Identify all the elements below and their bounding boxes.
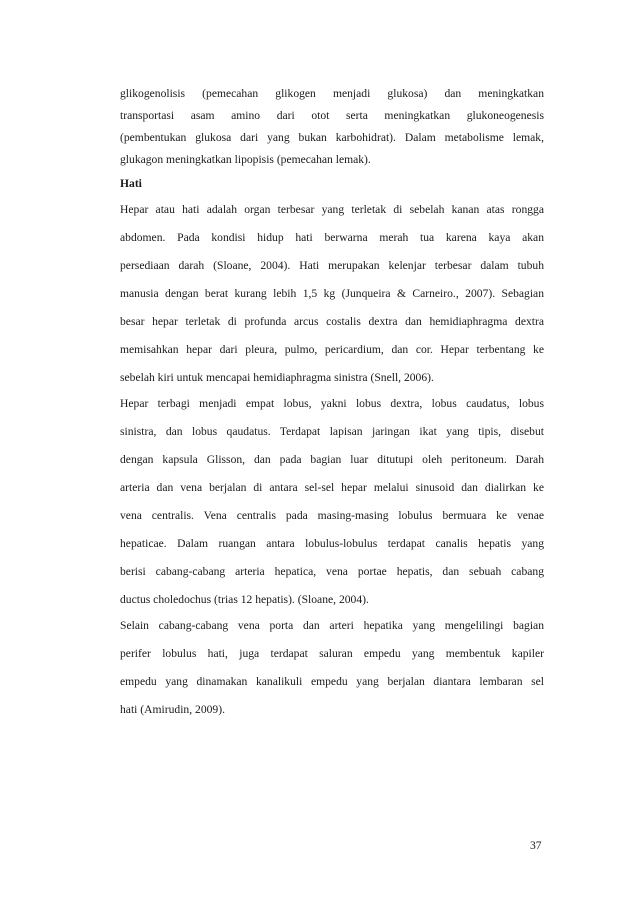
text-line: empedu yang dinamakan kanalikuli empedu yang berjalan diantara lembaran sel bbox=[120, 675, 544, 688]
text-line: berisi cabang-cabang arteria hepatica, vena portae hepatis, dan sebuah cabang bbox=[120, 565, 544, 578]
paragraph-hepar-lobus bbox=[120, 396, 544, 608]
text-line: manusia dengan berat kurang lebih 1,5 kg (Junqueira & Carneiro., 2007). Sebagian bbox=[120, 287, 544, 300]
page-number: 37 bbox=[530, 839, 542, 852]
text-line: glikogenolisis (pemecahan glikogen menjadi glukosa) dan meningkatkan bbox=[120, 87, 544, 100]
paragraph-hepar-intro bbox=[120, 202, 544, 386]
intro-paragraph bbox=[120, 86, 544, 168]
text-line: Hepar atau hati adalah organ terbesar yang terletak di sebelah kanan atas rongga bbox=[120, 203, 544, 216]
text-line: hepaticae. Dalam ruangan antara lobulus-lobulus terdapat canalis hepatis yang bbox=[120, 537, 544, 550]
text-line: sinistra, dan lobus qaudatus. Terdapat lapisan jaringan ikat yang tipis, disebut bbox=[120, 425, 544, 438]
text-line: Selain cabang-cabang vena porta dan arteri hepatika yang mengelilingi bagian bbox=[120, 619, 544, 632]
text-line: glukagon meningkatkan lipopisis (pemecahan lemak). bbox=[120, 153, 371, 166]
text-line: dengan kapsula Glisson, dan pada bagian luar ditutupi oleh peritoneum. Darah bbox=[120, 453, 544, 466]
paragraph-kanalikuli bbox=[120, 618, 544, 718]
page-body bbox=[120, 86, 544, 730]
text-line: besar hepar terletak di profunda arcus costalis dextra dan hemidiaphragma dextra bbox=[120, 315, 544, 328]
text-line: perifer lobulus hati, juga terdapat saluran empedu yang membentuk kapiler bbox=[120, 647, 544, 660]
text-line: sebelah kiri untuk mencapai hemidiaphragma sinistra (Snell, 2006). bbox=[120, 371, 434, 384]
text-line: abdomen. Pada kondisi hidup hati berwarna merah tua karena kaya akan bbox=[120, 231, 544, 244]
text-line: ductus choledochus (trias 12 hepatis). (Sloane, 2004). bbox=[120, 593, 369, 606]
text-line: persediaan darah (Sloane, 2004). Hati merupakan kelenjar terbesar dalam tubuh bbox=[120, 259, 544, 272]
text-line: memisahkan hepar dari pleura, pulmo, pericardium, dan cor. Hepar terbentang ke bbox=[120, 343, 544, 356]
section-heading: Hati bbox=[120, 177, 142, 190]
text-line: vena centralis. Vena centralis pada masing-masing lobulus bermuara ke venae bbox=[120, 509, 544, 522]
text-line: (pembentukan glukosa dari yang bukan karbohidrat). Dalam metabolisme lemak, bbox=[120, 131, 544, 144]
text-line: transportasi asam amino dari otot serta meningkatkan glukoneogenesis bbox=[120, 109, 544, 122]
text-line: Hepar terbagi menjadi empat lobus, yakni lobus dextra, lobus caudatus, lobus bbox=[120, 397, 544, 410]
text-line: hati (Amirudin, 2009). bbox=[120, 703, 225, 716]
text-line: arteria dan vena berjalan di antara sel-sel hepar melalui sinusoid dan dialirkan ke bbox=[120, 481, 544, 494]
